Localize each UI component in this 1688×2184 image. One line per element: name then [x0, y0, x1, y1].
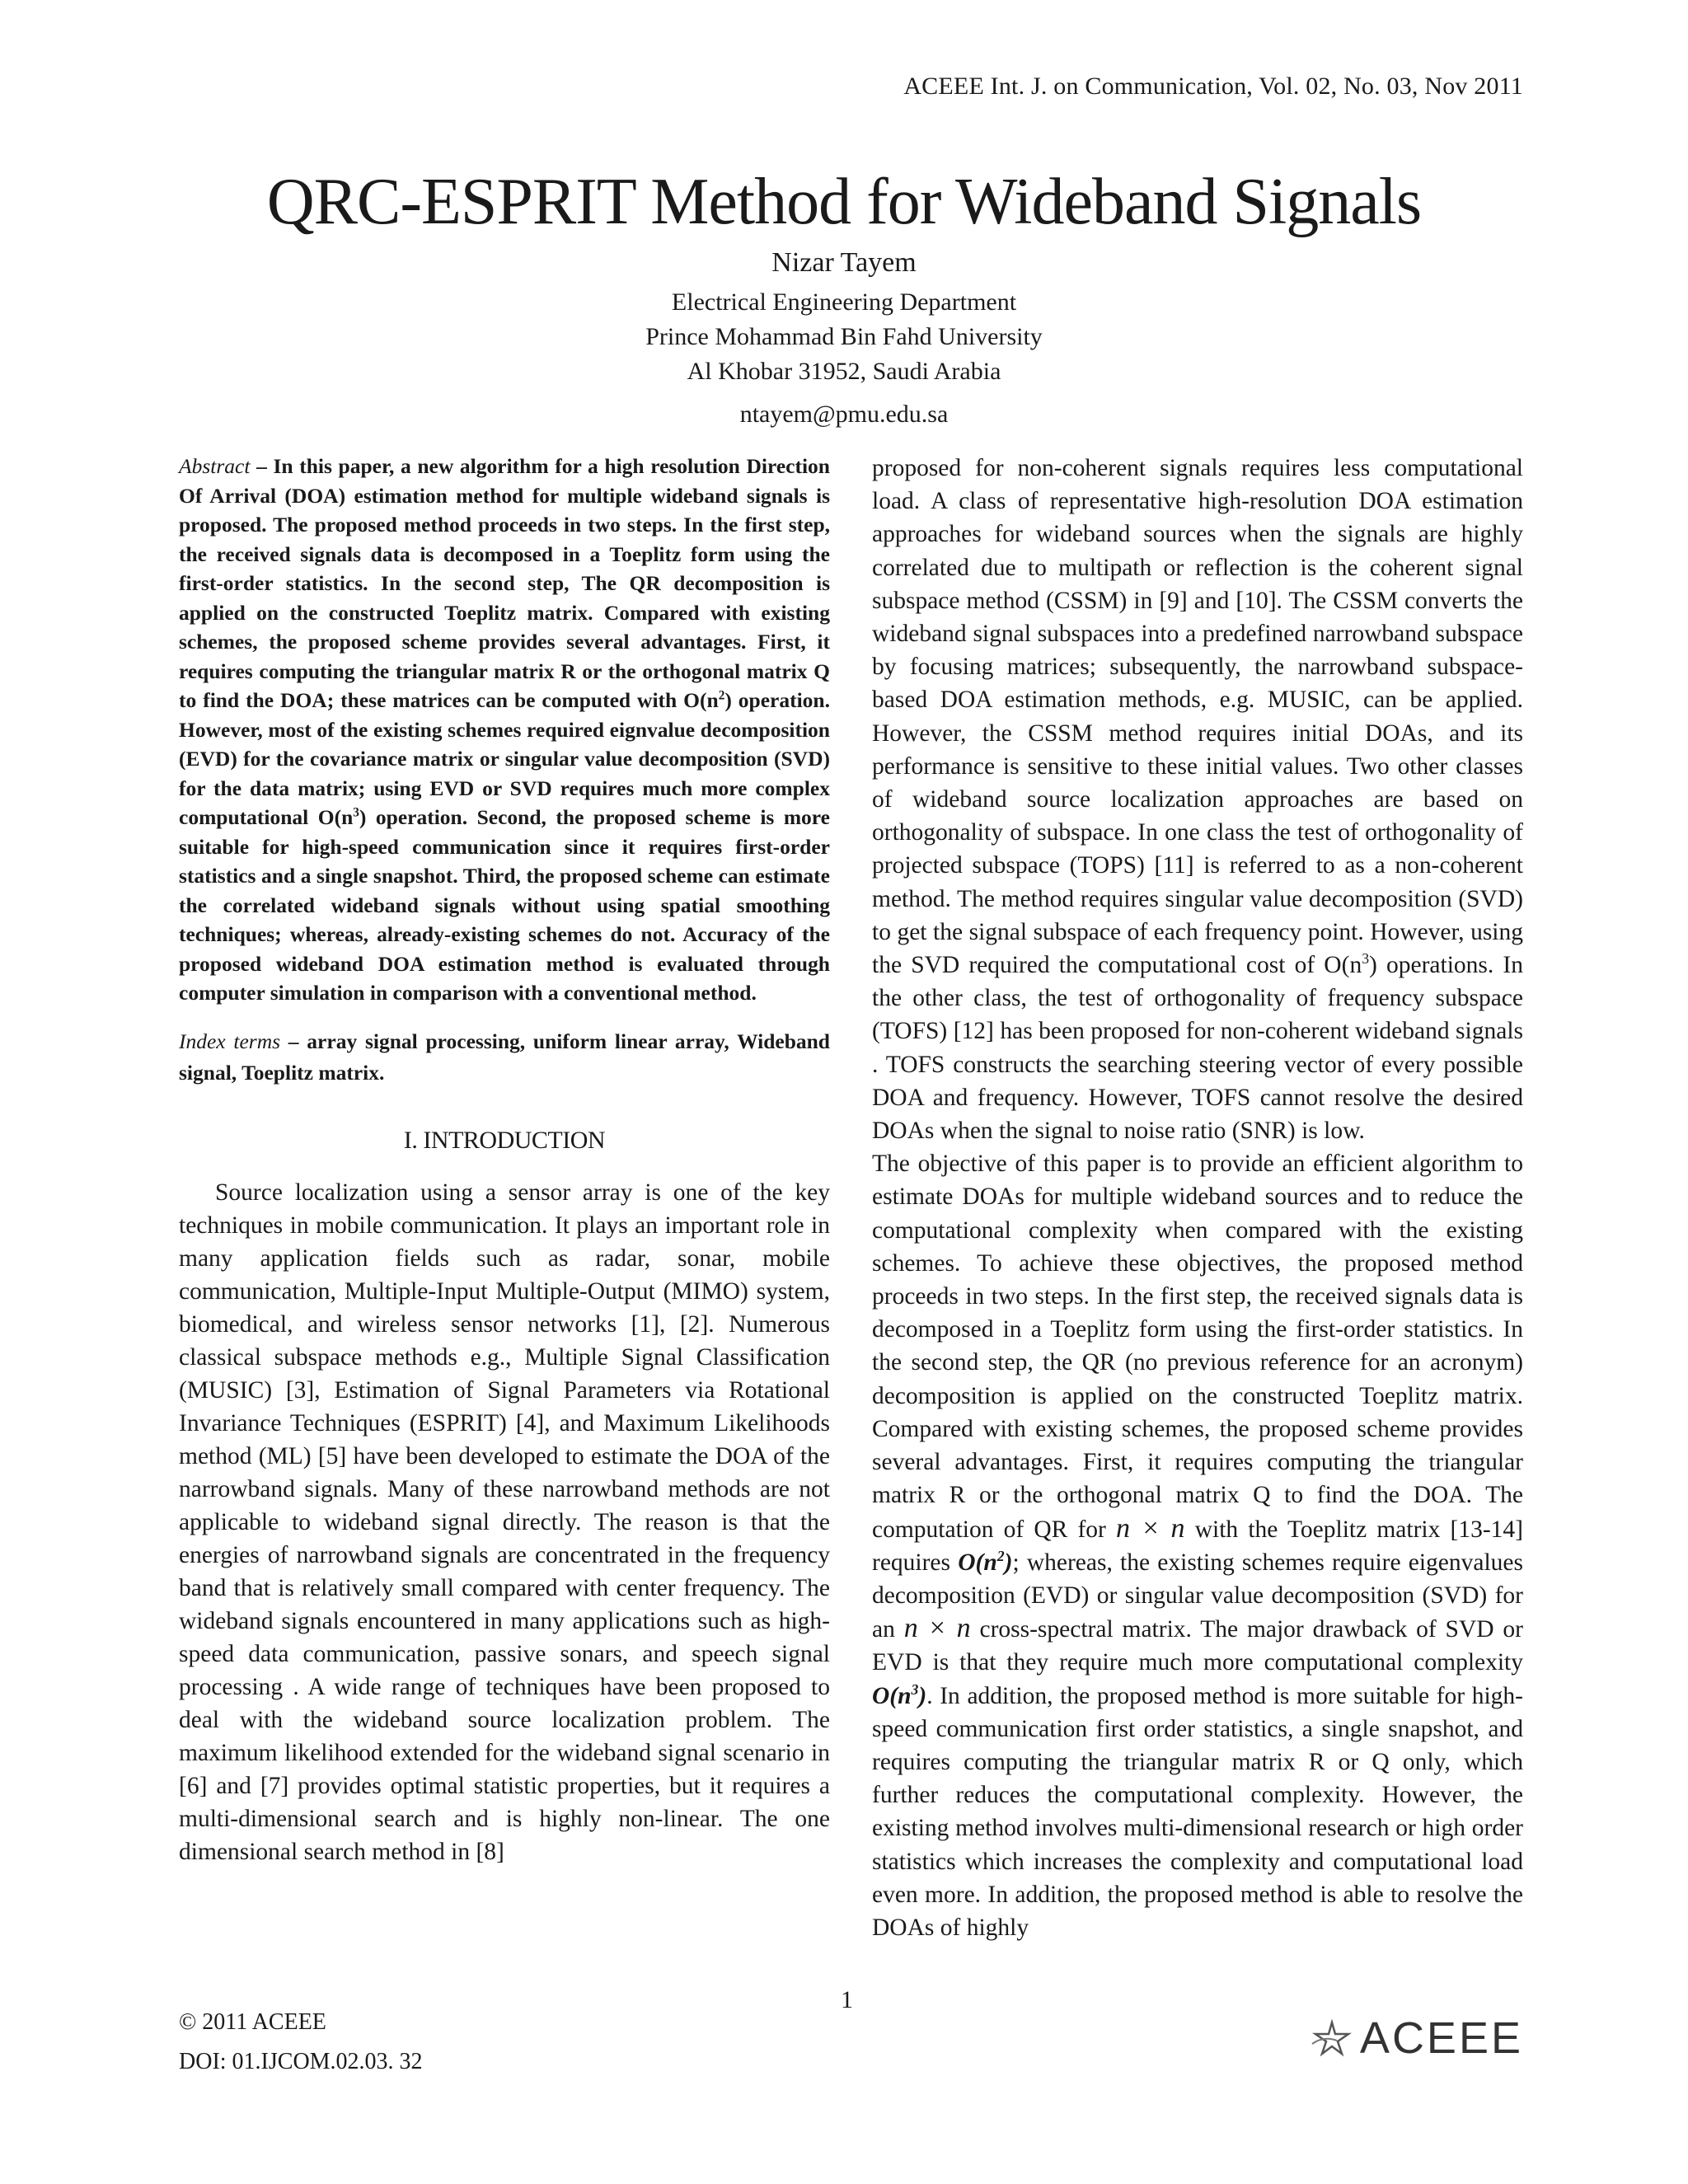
- complexity-o-n3: [872, 1680, 927, 1709]
- right-paragraph-2: [872, 1147, 1523, 1944]
- right-para-1-sup: 3: [1362, 950, 1370, 968]
- right-para-2a: The objective of this paper is to provide an efficient algorithm to estimate DOAs for multiple wideband sources and to reduce the computational complexity when compared with the existing schemes. To achieve these objectives, the proposed method proceeds in two steps. In the first step, the received signals data is decomposed in a Toeplitz form using the first-order statistics. In the second step, the QR (no previous reference for an acronym) decomposition is applied on the constructed Toeplitz matrix. Compared with existing schemes, the proposed scheme provides several advantages. First, it requires computing the triangular matrix R or the orthogonal matrix Q to find the DOA. The computation of QR for: [872, 1151, 1523, 1543]
- right-column: [872, 452, 1523, 1944]
- affiliation-department: Electrical Engineering Department: [671, 288, 1017, 316]
- right-para-2e: . In addition, the proposed method is more suitable for high-speed communication first order statistics, a single snapshot, and requires computing the triangular matrix R or Q only, which further reduces the computational complexity. However, the existing method involves multi-dimensional research or high order statistics which increases the complexity and computational load even more. In addition, the proposed method is able to resolve the DOAs of highly: [872, 1682, 1523, 1941]
- complexity-o-n2-close: ): [1004, 1549, 1013, 1576]
- right-paragraph-1: [872, 452, 1523, 1147]
- abstract-text-1: – In this paper, a new algorithm for a high resolution Direction Of Arrival (DOA) estimation method for multiple wideband signals is proposed. The proposed method proceeds in two steps. In the first step, the received signals data is decomposed in a Toeplitz form using the first-order statistics. In the second step, The QR decomposition is applied on the constructed Toeplitz matrix. Compared with existing schemes, the proposed scheme provides several advantages. First, it requires computing the triangular matrix R or the orthogonal matrix Q to find the DOA; these matrices can be computed with O(n: [179, 454, 830, 712]
- section-heading-introduction: I. INTRODUCTION: [403, 1126, 606, 1154]
- math-n-by-n-2: n × n: [903, 1613, 971, 1644]
- aceee-logo: [1309, 2013, 1523, 2064]
- footer-doi: DOI: 01.IJCOM.02.03. 32: [179, 2049, 423, 2074]
- complexity-o-n3-base: O(n: [872, 1682, 912, 1709]
- footer-left: [179, 2003, 423, 2082]
- journal-header: ACEEE Int. J. on Communication, Vol. 02, No. 03, Nov 2011: [903, 73, 1523, 100]
- complexity-o-n2: [958, 1549, 1012, 1576]
- abstract-sup-1: 2: [718, 688, 725, 703]
- complexity-o-n2-base: O(n: [958, 1549, 997, 1576]
- right-para-2c: ; whereas, the existing schemes require eigenvalues decomposition (EVD) or singular value decomposition (SVD) for an: [872, 1549, 1524, 1643]
- star-swirl-icon: [1309, 2019, 1355, 2057]
- index-terms-lead: Index terms: [179, 1029, 281, 1053]
- math-n-by-n: n × n: [1116, 1512, 1185, 1544]
- author-name: Nizar Tayem: [771, 247, 917, 278]
- affiliation-university: Prince Mohammad Bin Fahd University: [645, 323, 1043, 350]
- abstract: [179, 452, 830, 1008]
- author-block: [0, 247, 1688, 429]
- author-email[interactable]: ntayem@pmu.edu.sa: [739, 401, 949, 428]
- left-column: [179, 452, 830, 1868]
- complexity-o-n3-close: ): [918, 1682, 927, 1709]
- abstract-lead: Abstract: [179, 454, 251, 478]
- logo-text: ACEEE: [1359, 2013, 1523, 2063]
- abstract-text-2: ) operation. However, most of the existing schemes required eignvalue decomposition (EVD) for the covariance matrix or singular value decomposition (SVD) for the data matrix; using EVD or SVD requires much more complex computational O(n: [179, 688, 830, 829]
- complexity-o-n2-sup: 2: [996, 1547, 1005, 1564]
- page-number: 1: [841, 1986, 853, 2013]
- index-terms-text: – array signal processing, uniform linear array, Wideband signal, Toeplitz matrix.: [179, 1029, 830, 1085]
- affiliation-address: Al Khobar 31952, Saudi Arabia: [687, 358, 1001, 385]
- introduction-paragraph: Source localization using a sensor array is one of the key techniques in mobile communication. It plays an important role in many application fields such as radar, sonar, mobile communication, Multiple-Input Multiple-Output (MIMO) system, biomedical, and wireless sensor networks [1], [2]. Numerous classical subspace methods e.g., Multiple Signal Classification (MUSIC) [3], Estimation of Signal Parameters via Rotational Invariance Techniques (ESPRIT) [4], and Maximum Likelihoods method (ML) [5] have been developed to estimate the DOA of the narrowband signals. Many of these narrowband methods are not applicable to wideband signal directly. The reason is that the energies of narrowband signals are concentrated in the frequency band that is relatively small compared with center frequency. The wideband signals encountered in many applications such as high-speed data communication, passive sonars, and speech signal processing . A wide range of techniques have been proposed to deal with the wideband source localization problem. The maximum likelihood extended for the wideband signal scenario in [6] and [7] provides optimal statistic properties, but it requires a multi-dimensional search and is highly non-linear. The one dimensional search method in [8]: [179, 1179, 830, 1865]
- right-para-2d: cross-spectral matrix. The major drawback of SVD or EVD is that they require much more computational complexity: [872, 1616, 1523, 1676]
- footer-copyright: © 2011 ACEEE: [179, 2009, 326, 2035]
- paper-title: QRC-ESPRIT Method for Wideband Signals: [266, 166, 1422, 238]
- right-para-2b: with the Toeplitz matrix [13-14] requires: [872, 1516, 1523, 1576]
- right-para-1a: proposed for non-coherent signals requires less computational load. A class of representative high-resolution DOA estimation approaches for wideband sources when the signals are highly correlated due to multipath or reflection is the coherent signal subspace method (CSSM) in [9] and [10]. The CSSM converts the wideband signal subspaces into a predefined narrowband subspace by focusing matrices; subsequently, the narrowband subspace-based DOA estimation methods, e.g. MUSIC, can be applied. However, the CSSM method requires initial DOAs, and its performance is sensitive to these initial values. Two other classes of wideband source localization approaches are based on orthogonality of subspace. In one class the test of orthogonality of projected subspace (TOPS) [11] is referred to as a non-coherent method. The method requires singular value decomposition (SVD) to get the signal subspace of each frequency point. However, using the SVD required the computational cost of O(n: [872, 455, 1523, 979]
- complexity-o-n3-sup: 3: [911, 1680, 919, 1698]
- abstract-text-3: ) operation. Second, the proposed scheme is more suitable for high-speed communication since it requires first-order statistics and a single snapshot. Third, the proposed scheme can estimate the correlated wideband signals without using spatial smoothing techniques; whereas, already-existing schemes do not. Accuracy of the proposed wideband DOA estimation method is evaluated through computer simulation in comparison with a conventional method.: [179, 805, 830, 1005]
- right-para-1b: ) operations. In the other class, the test of orthogonality of frequency subspace (TOFS) [12] has been proposed for non-coherent wideband signals . TOFS constructs the searching steering vector of every possible DOA and frequency. However, TOFS cannot resolve the desired DOAs when the signal to noise ratio (SNR) is low.: [872, 952, 1523, 1145]
- abstract-sup-2: 3: [353, 805, 359, 820]
- index-terms: [179, 1026, 830, 1089]
